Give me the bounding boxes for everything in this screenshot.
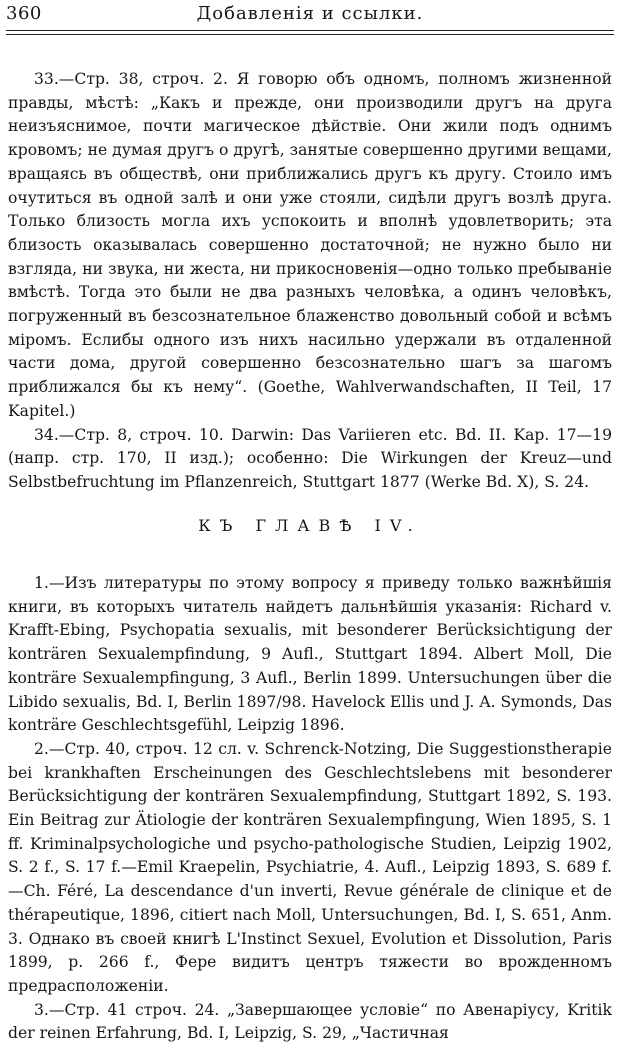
header-rule-bottom (6, 34, 614, 35)
note-paragraph-1: 1.—Изъ литературы по этому вопросу я приведу только важнѣйшія книги, въ которыхъ читатель найдетъ дальнѣйшія указанія: Richard v. Krafft-Ebing, Psychopatia sexualis, mit besonderer Berücksichtigung der konträren Sexualempfindung, 9 Aufl., Stuttgart 1894. Albert Moll, Die konträre Sexualempfingung, 3 Aufl., Berlin 1899. Untersuchungen über die Libido sexualis, Bd. I, Berlin 1897/98. Havelock Ellis und J. A. Symonds, Das konträre Geschlechtsgefühl, Leipzig 1896. (8, 574, 612, 735)
note-paragraph-34: 34.—Стр. 8, строч. 10. Darwin: Das Variieren etc. Bd. II. Kap. 17—19 (напр. стр. 170, II изд.); особенно: Die Wirkungen der Kreuz—und Selbstbefruchtung im Pflanzenreich, Stuttgart 1877 (Werke Bd. X), S. 24. (8, 425, 612, 491)
running-header (0, 0, 620, 32)
note-paragraph-3: 3.—Стр. 41 строч. 24. „Завершающее условіе“ по Авенаріусу, Kritik der reinen Erfahrung, Bd. I, Leipzig, S. 29, „Частичная (8, 1000, 612, 1043)
notes-section-chapter-iv (8, 572, 612, 1046)
page-number: 360 (6, 3, 42, 24)
notes-section-previous-chapter (8, 68, 612, 495)
running-title: Добавленія и ссылки. (196, 3, 424, 24)
header-rule-top (6, 30, 614, 31)
chapter-heading: КЪ ГЛАВѢ IV. (198, 516, 422, 535)
note-paragraph-33: 33.—Стр. 38, строч. 2. Я говорю объ одномъ, полномъ жизненной правды, мѣстѣ: „Какъ и прежде, они производили другъ на друга неизъяснимое, почти магическое дѣйствіе. Они жили подъ однимъ кровомъ; не думая другъ о другѣ, занятые совершенно другими вещами, вращаясь въ обществѣ, они приближались другъ къ другу. Стоило имъ очутиться въ одной залѣ и они уже стояли, сидѣли другъ возлѣ друга. Только близость могла ихъ успокоить и вполнѣ удовлетворить; эта близость оказывалась совершенно достаточной; не нужно было ни взгляда, ни звука, ни жеста, ни прикосновенія—одно только пребываніе вмѣстѣ. Тогда это были не два разныхъ человѣка, а одинъ человѣкъ, погруженный въ безсознательное блаженство довольный собой и всѣмъ міромъ. Еслибы одного изъ нихъ насильно удержали въ отдаленной части дома, другой совершенно безсознательно шагъ за шагомъ приближался бы къ нему“. (Goethe, Wahlverwandschaften, II Teil, 17 Kapitel.) (8, 70, 612, 420)
note-paragraph-2: 2.—Стр. 40, строч. 12 сл. v. Schrenck-Notzing, Die Suggestionstherapie bei krankhaften Erscheinungen des Geschlechtslebens mit besonderer Berücksichtigung der konträren Sexualempfindung, Stuttgart 1892, S. 193. Ein Beitrag zur Ätiologie der konträren Sexualempfingung, Wien 1895, S. 1 ff. Kriminalpsychologiche und psycho-pathologische Studien, Leipzig 1902, S. 2 f., S. 17 f.—Emil Kraepelin, Psychiatrie, 4. Aufl., Leipzig 1893, S. 689 f.—Ch. Féré, La descendance d'un inverti, Revue générale de clinique et de thérapeutique, 1896, citiert nach Moll, Untersuchungen, Bd. I, S. 651, Anm. 3. Однако въ своей книгѣ L'Instinct Sexuel, Evolution et Dissolution, Paris 1899, p. 266 f., Фере видитъ центръ тяжести во врожденномъ предрасположеніи. (8, 739, 612, 995)
